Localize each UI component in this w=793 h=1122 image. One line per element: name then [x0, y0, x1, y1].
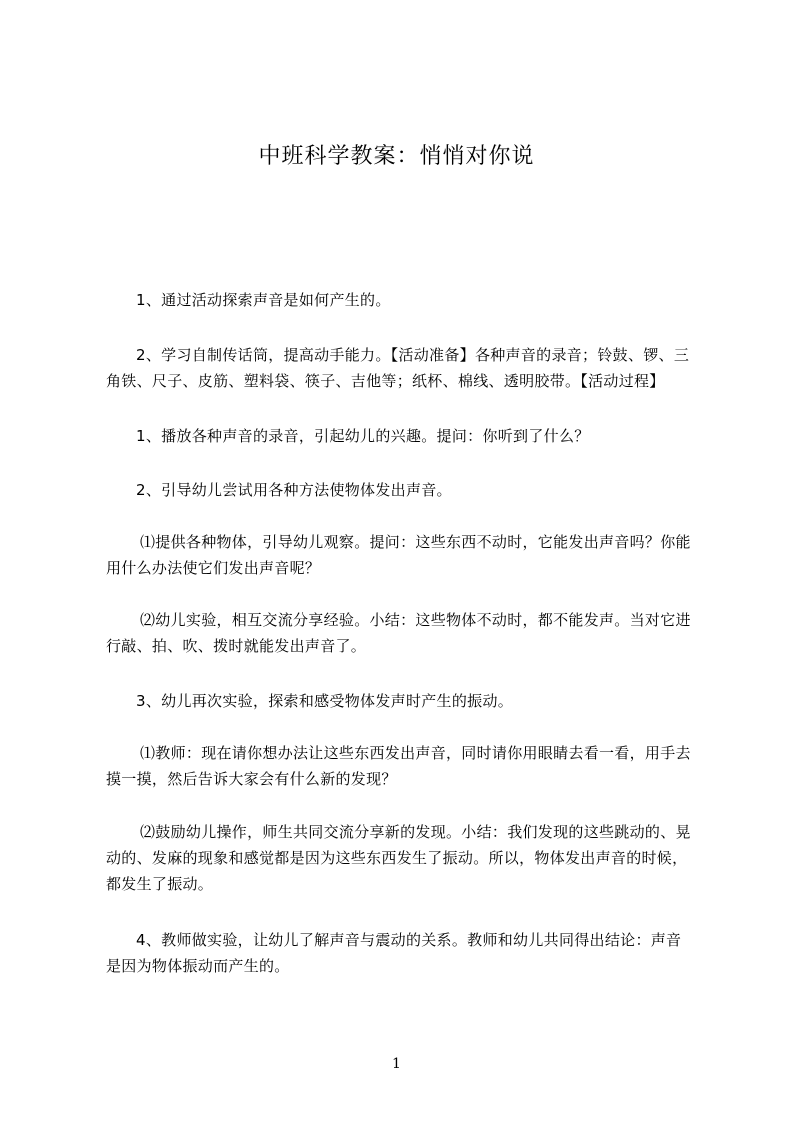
- paragraph-step-3-2: ⑵鼓励幼儿操作，师生共同交流分享新的发现。小结：我们发现的这些跳动的、晃动的、发麻的现象和感觉都是因为这些东西发生了振动。所以，物体发出声音的时候，都发生了振动。: [106, 823, 691, 893]
- paragraph-step-2-2: ⑵幼儿实验，相互交流分享经验。小结：这些物体不动时，都不能发声。当对它进行敲、拍、吹、拨时就能发出声音了。: [106, 611, 691, 655]
- paragraph-step-3: 3、幼儿再次实验，探索和感受物体发声时产生的振动。: [136, 692, 514, 710]
- document-title: 中班科学教案：悄悄对你说: [258, 144, 535, 169]
- paragraph-step-2: 2、引导幼儿尝试用各种方法使物体发出声音。: [136, 481, 452, 499]
- paragraph-goal-2-preparation: 2、学习自制传话筒，提高动手能力。【活动准备】各种声音的录音；铃鼓、锣、三角铁、尺子、皮筋、塑料袋、筷子、吉他等；纸杯、棉线、透明胶带。【活动过程】: [106, 346, 690, 390]
- paragraph-goal-1: 1、通过活动探索声音是如何产生的。: [136, 291, 391, 309]
- page-number: 1: [392, 1056, 401, 1072]
- paragraph-step-2-1: ⑴提供各种物体，引导幼儿观察。提问：这些东西不动时，它能发出声音吗？你能用什么办法使它们发出声音呢？: [106, 533, 691, 577]
- paragraph-step-3-1: ⑴教师：现在请你想办法让这些东西发出声音，同时请你用眼睛去看一看，用手去摸一摸，然后告诉大家会有什么新的发现？: [106, 744, 691, 788]
- paragraph-step-4: 4、教师做实验，让幼儿了解声音与震动的关系。教师和幼儿共同得出结论：声音是因为物体振动而产生的。: [106, 931, 682, 975]
- paragraph-step-1: 1、播放各种声音的录音，引起幼儿的兴趣。提问：你听到了什么？: [136, 427, 590, 445]
